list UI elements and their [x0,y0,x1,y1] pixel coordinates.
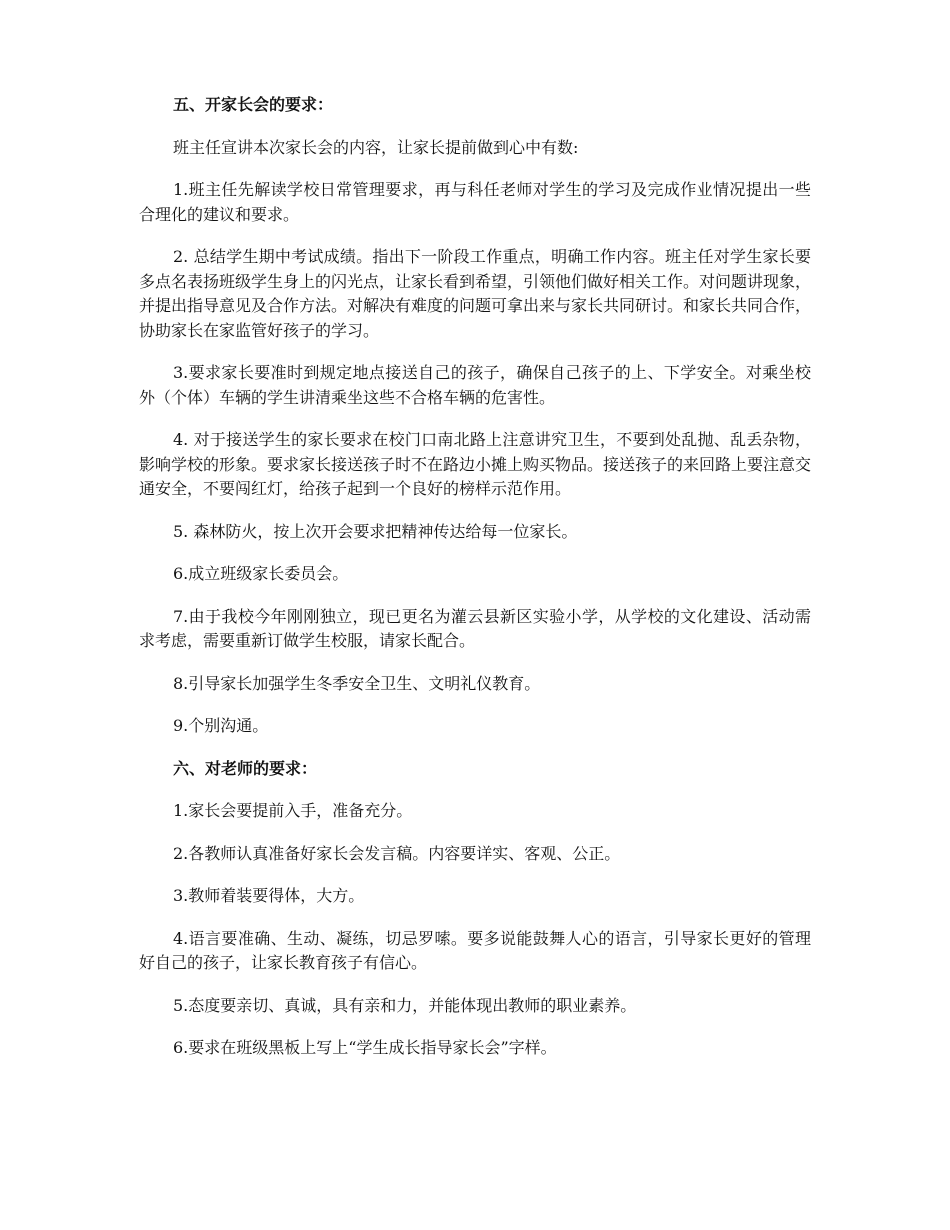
document-body [139,93,811,1079]
section-5-item-7: 7.由于我校今年刚刚独立，现已更名为灌云县新区实验小学，从学校的文化建设、活动需求考虑，需要重新订做学生校服，请家长配合。 [139,606,811,650]
section-5-item-8: 8.引导家长加强学生冬季安全卫生、文明礼仪教育。 [173,673,541,693]
section-5-item-4: 4. 对于接送学生的家长要求在校门口南北路上注意讲究卫生，不要到处乱抛、乱丢杂物，影响学校的形象。要求家长接送孩子时不在路边小摊上购买物品。接送孩子的来回路上要注意交通安全，不要闯红灯，给孩子起到一个良好的榜样示范作用。 [139,430,812,498]
section-5-heading: 五、开家长会的要求： [173,95,334,114]
section-6-item-3: 3.教师着装要得体，大方。 [173,886,365,905]
section-5-item-5: 5. 森林防火，按上次开会要求把精神传达给每一位家长。 [173,521,578,541]
section-6-item-2: 2.各教师认真准备好家长会发言稿。内容要详实、客观、公正。 [173,843,621,863]
section-5-item-1: 1.班主任先解读学校日常管理要求，再与科任老师对学生的学习及完成作业情况提出一些合理化的建议和要求。 [139,180,811,224]
section-5-item-2: 2. 总结学生期中考试成绩。指出下一阶段工作重点，明确工作内容。班主任对学生家长要多点名表扬班级学生身上的闪光点，让家长看到希望，引领他们做好相关工作。对问题讲现象，并提出指导意见及合作方法。对解决有难度的问题可拿出来与家长共同研讨。和家长共同合作，协助家长在家监管好孩子的学习。 [139,247,812,340]
section-5-item-3: 3.要求家长要准时到规定地点接送自己的孩子，确保自己孩子的上、下学安全。对乘坐校外（个体）车辆的学生讲清乘坐这些不合格车辆的危害性。 [139,363,811,407]
section-5-intro: 班主任宣讲本次家长会的内容，让家长提前做到心中有数: [173,137,579,157]
section-5-item-6: 6.成立班级家长委员会。 [173,564,349,583]
section-6-item-5: 5.态度要亲切、真诚，具有亲和力，并能体现出教师的职业素养。 [173,995,637,1015]
section-6-item-1: 1.家长会要提前入手，准备充分。 [173,801,413,820]
section-5-item-9: 9.个别沟通。 [173,716,269,735]
section-6-heading: 六、对老师的要求： [173,758,318,778]
section-6-item-6: 6.要求在班级黑板上写上“学生成长指导家长会”字样。 [173,1038,557,1057]
section-6-item-4: 4.语言要准确、生动、凝练，切忌罗嗦。要多说能鼓舞人心的语言，引导家长更好的管理好自己的孩子，让家长教育孩子有信心。 [139,928,811,972]
